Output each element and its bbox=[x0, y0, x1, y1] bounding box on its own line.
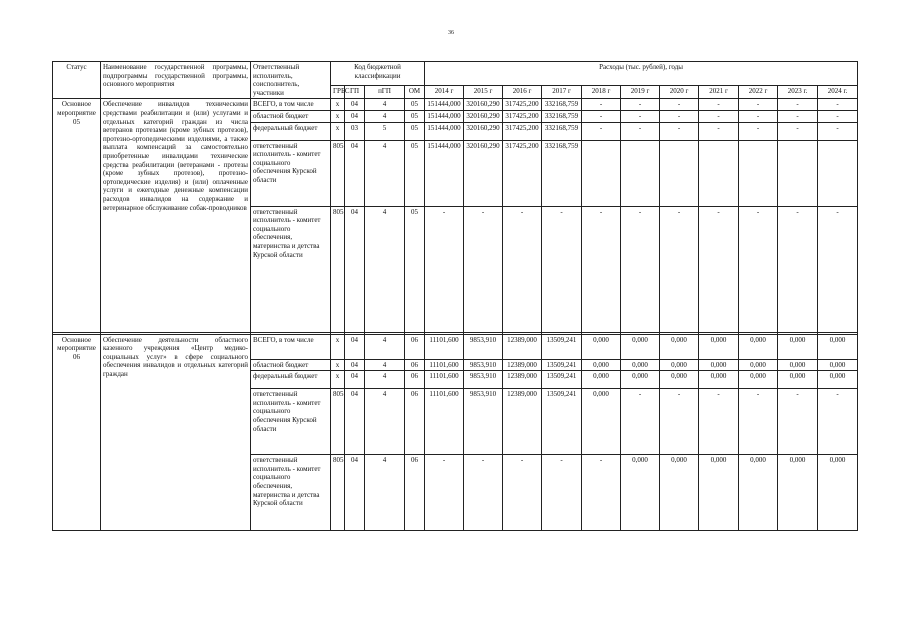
value-cell: - bbox=[778, 99, 818, 111]
code-col-header: ГП bbox=[345, 85, 365, 99]
value-cell: - bbox=[582, 110, 621, 122]
year-header: 2018 г bbox=[582, 85, 621, 99]
value-cell: 317425,200 bbox=[503, 140, 542, 206]
value-cell: 0,000 bbox=[582, 359, 621, 371]
value-cell: 0,000 bbox=[660, 359, 699, 371]
value-cell: - bbox=[503, 206, 542, 332]
value-cell: 4 bbox=[365, 140, 405, 206]
value-cell: - bbox=[621, 99, 660, 111]
value-cell: - bbox=[621, 206, 660, 332]
value-cell: 805 bbox=[331, 140, 345, 206]
value-cell: - bbox=[503, 455, 542, 531]
value-cell: 11101,600 bbox=[425, 389, 464, 455]
value-cell: 0,000 bbox=[621, 334, 660, 359]
responsible-cell: ответственный исполнитель - комитет социального обеспечения Курской области bbox=[251, 140, 331, 206]
year-header: 2021 г bbox=[699, 85, 739, 99]
value-cell bbox=[778, 140, 818, 206]
value-cell: 05 bbox=[405, 122, 425, 140]
value-cell: 5 bbox=[365, 122, 405, 140]
status-cell: Основное мероприятие 06 bbox=[53, 334, 101, 531]
value-cell: 0,000 bbox=[818, 334, 858, 359]
value-cell: 805 bbox=[331, 455, 345, 531]
value-cell: x bbox=[331, 99, 345, 111]
value-cell: 13509,241 bbox=[542, 371, 582, 389]
year-header: 2016 г bbox=[503, 85, 542, 99]
value-cell: 03 bbox=[345, 122, 365, 140]
responsible-cell: ВСЕГО, в том числе bbox=[251, 334, 331, 359]
value-cell: 0,000 bbox=[699, 455, 739, 531]
value-cell: 332168,759 bbox=[542, 140, 582, 206]
value-cell: 0,000 bbox=[582, 334, 621, 359]
value-cell: - bbox=[542, 206, 582, 332]
value-cell: 0,000 bbox=[739, 371, 778, 389]
value-cell: 0,000 bbox=[739, 359, 778, 371]
value-cell: 4 bbox=[365, 389, 405, 455]
value-cell: 0,000 bbox=[582, 389, 621, 455]
value-cell: 04 bbox=[345, 334, 365, 359]
value-cell: - bbox=[699, 122, 739, 140]
value-cell bbox=[699, 140, 739, 206]
value-cell: 0,000 bbox=[778, 371, 818, 389]
value-cell: 332168,759 bbox=[542, 99, 582, 111]
value-cell: 151444,000 bbox=[425, 110, 464, 122]
value-cell: - bbox=[699, 110, 739, 122]
year-header: 2020 г bbox=[660, 85, 699, 99]
value-cell: 0,000 bbox=[621, 455, 660, 531]
value-cell: 12389,000 bbox=[503, 389, 542, 455]
value-cell: - bbox=[818, 122, 858, 140]
value-cell: - bbox=[699, 206, 739, 332]
value-cell: - bbox=[739, 206, 778, 332]
value-cell: 4 bbox=[365, 371, 405, 389]
value-cell: 04 bbox=[345, 389, 365, 455]
value-cell: 05 bbox=[405, 206, 425, 332]
value-cell: 04 bbox=[345, 455, 365, 531]
value-cell: 4 bbox=[365, 334, 405, 359]
value-cell: 4 bbox=[365, 359, 405, 371]
value-cell: - bbox=[582, 206, 621, 332]
value-cell: - bbox=[818, 99, 858, 111]
value-cell: 12389,000 bbox=[503, 359, 542, 371]
value-cell: 04 bbox=[345, 371, 365, 389]
value-cell: 0,000 bbox=[818, 371, 858, 389]
value-cell: 11101,600 bbox=[425, 359, 464, 371]
value-cell: x bbox=[331, 110, 345, 122]
value-cell: - bbox=[818, 206, 858, 332]
value-cell: 05 bbox=[405, 110, 425, 122]
value-cell: - bbox=[778, 206, 818, 332]
year-header: 2017 г bbox=[542, 85, 582, 99]
value-cell: 0,000 bbox=[660, 455, 699, 531]
measure-name-cell: Обеспечение инвалидов техническими средствами реабилитации и (или) услугами и отдельных категорий граждан из числа ветеранов протезами (кроме зубных протезов), протезно-ортопедическими изделиями, а также выплата компенсаций за самостоятельно приобретенные инвалидами технические средства реабилитации (ветеранами - протезы (кроме зубных протезов), протезно-ортопедические изделия) и (или) оплаченные услуги и ежегодные денежные компенсации расходов инвалидов на содержание и ветеринарное обслуживание собак-проводников bbox=[101, 99, 251, 332]
responsible-cell: ответственный исполнитель - комитет социального обеспечения, материнства и детства Курской области bbox=[251, 455, 331, 531]
value-cell: 0,000 bbox=[818, 359, 858, 371]
page-number: 36 bbox=[448, 30, 454, 36]
value-cell: 4 bbox=[365, 99, 405, 111]
value-cell: 317425,200 bbox=[503, 122, 542, 140]
value-cell: 12389,000 bbox=[503, 334, 542, 359]
responsible-cell: ответственный исполнитель - комитет социального обеспечения, материнства и детства Курской области bbox=[251, 206, 331, 332]
value-cell: - bbox=[739, 389, 778, 455]
value-cell: 04 bbox=[345, 110, 365, 122]
value-cell bbox=[818, 140, 858, 206]
value-cell: 05 bbox=[405, 140, 425, 206]
value-cell: 11101,600 bbox=[425, 371, 464, 389]
value-cell: - bbox=[660, 206, 699, 332]
value-cell: 04 bbox=[345, 359, 365, 371]
value-cell: - bbox=[425, 206, 464, 332]
value-cell: 151444,000 bbox=[425, 99, 464, 111]
value-cell: 0,000 bbox=[739, 455, 778, 531]
status-cell: Основное мероприятие 05 bbox=[53, 99, 101, 332]
budget-code-header: Код бюджетной классификации bbox=[331, 62, 425, 86]
measure-name-cell: Обеспечение деятельности областного казенного учреждения «Центр медико-социальных услуг» в сфере социального обеспечения инвалидов и отдельных категорий граждан bbox=[101, 334, 251, 531]
value-cell: 04 bbox=[345, 99, 365, 111]
value-cell: - bbox=[660, 99, 699, 111]
value-cell: 06 bbox=[405, 455, 425, 531]
budget-table bbox=[52, 61, 858, 531]
value-cell: 13509,241 bbox=[542, 389, 582, 455]
value-cell: 06 bbox=[405, 334, 425, 359]
value-cell: - bbox=[660, 389, 699, 455]
code-col-header: ОМ bbox=[405, 85, 425, 99]
value-cell: 317425,200 bbox=[503, 99, 542, 111]
value-cell: - bbox=[464, 206, 503, 332]
value-cell: 332168,759 bbox=[542, 110, 582, 122]
value-cell: - bbox=[464, 455, 503, 531]
value-cell: - bbox=[621, 389, 660, 455]
code-col-header: ГРБС bbox=[331, 85, 345, 99]
table-row bbox=[53, 99, 858, 111]
value-cell: - bbox=[542, 455, 582, 531]
value-cell: 0,000 bbox=[621, 359, 660, 371]
value-cell: 0,000 bbox=[699, 371, 739, 389]
value-cell: - bbox=[660, 122, 699, 140]
value-cell: x bbox=[331, 122, 345, 140]
value-cell: - bbox=[778, 389, 818, 455]
value-cell: - bbox=[778, 110, 818, 122]
value-cell: 805 bbox=[331, 389, 345, 455]
year-header: 2019 г bbox=[621, 85, 660, 99]
value-cell: 0,000 bbox=[699, 334, 739, 359]
value-cell: 9853,910 bbox=[464, 371, 503, 389]
responsible-header: Ответственный исполнитель, соисполнитель, участники bbox=[251, 62, 331, 99]
responsible-cell: областной бюджет bbox=[251, 110, 331, 122]
year-header: 2022 г bbox=[739, 85, 778, 99]
value-cell: 151444,000 bbox=[425, 122, 464, 140]
value-cell: 06 bbox=[405, 371, 425, 389]
responsible-cell: федеральный бюджет bbox=[251, 122, 331, 140]
value-cell: - bbox=[582, 122, 621, 140]
value-cell: - bbox=[699, 99, 739, 111]
value-cell: 05 bbox=[405, 99, 425, 111]
value-cell: 0,000 bbox=[818, 455, 858, 531]
value-cell: 0,000 bbox=[699, 359, 739, 371]
value-cell: - bbox=[778, 122, 818, 140]
code-col-header: пГП bbox=[365, 85, 405, 99]
name-header: Наименование государственной программы, подпрограммы государственной программы, основного мероприятия bbox=[101, 62, 251, 99]
header-row-1 bbox=[53, 62, 858, 86]
value-cell: 13509,241 bbox=[542, 359, 582, 371]
responsible-cell: федеральный бюджет bbox=[251, 371, 331, 389]
responsible-cell: ответственный исполнитель - комитет социального обеспечения Курской области bbox=[251, 389, 331, 455]
value-cell: 0,000 bbox=[621, 371, 660, 389]
value-cell: - bbox=[621, 110, 660, 122]
value-cell: 320160,290 bbox=[464, 122, 503, 140]
value-cell: 0,000 bbox=[660, 334, 699, 359]
value-cell: - bbox=[739, 122, 778, 140]
value-cell: x bbox=[331, 371, 345, 389]
value-cell: 0,000 bbox=[660, 371, 699, 389]
value-cell: 9853,910 bbox=[464, 389, 503, 455]
value-cell: 4 bbox=[365, 110, 405, 122]
value-cell: - bbox=[739, 99, 778, 111]
value-cell: 0,000 bbox=[778, 455, 818, 531]
value-cell bbox=[621, 140, 660, 206]
responsible-cell: областной бюджет bbox=[251, 359, 331, 371]
value-cell: 4 bbox=[365, 455, 405, 531]
value-cell: 06 bbox=[405, 389, 425, 455]
value-cell: 151444,000 bbox=[425, 140, 464, 206]
value-cell: 0,000 bbox=[778, 359, 818, 371]
value-cell: 12389,000 bbox=[503, 371, 542, 389]
value-cell: 805 bbox=[331, 206, 345, 332]
value-cell: 9853,910 bbox=[464, 334, 503, 359]
value-cell: 13509,241 bbox=[542, 334, 582, 359]
value-cell: 04 bbox=[345, 140, 365, 206]
value-cell: 04 bbox=[345, 206, 365, 332]
value-cell: 9853,910 bbox=[464, 359, 503, 371]
value-cell: 0,000 bbox=[778, 334, 818, 359]
status-header: Статус bbox=[53, 62, 101, 99]
value-cell: - bbox=[818, 389, 858, 455]
value-cell: - bbox=[582, 99, 621, 111]
value-cell: - bbox=[699, 389, 739, 455]
value-cell: 332168,759 bbox=[542, 122, 582, 140]
value-cell: - bbox=[425, 455, 464, 531]
year-header: 2014 г bbox=[425, 85, 464, 99]
value-cell: - bbox=[818, 110, 858, 122]
value-cell: 11101,600 bbox=[425, 334, 464, 359]
responsible-cell: ВСЕГО, в том числе bbox=[251, 99, 331, 111]
value-cell bbox=[660, 140, 699, 206]
value-cell: 320160,290 bbox=[464, 140, 503, 206]
value-cell: - bbox=[739, 110, 778, 122]
year-header: 2023 г. bbox=[778, 85, 818, 99]
value-cell: - bbox=[660, 110, 699, 122]
expenses-header: Расходы (тыс. рублей), годы bbox=[425, 62, 858, 86]
value-cell: x bbox=[331, 359, 345, 371]
value-cell bbox=[582, 140, 621, 206]
value-cell: 320160,290 bbox=[464, 110, 503, 122]
value-cell: 0,000 bbox=[739, 334, 778, 359]
value-cell: 320160,290 bbox=[464, 99, 503, 111]
value-cell: 06 bbox=[405, 359, 425, 371]
year-header: 2024 г. bbox=[818, 85, 858, 99]
value-cell: - bbox=[582, 455, 621, 531]
value-cell: - bbox=[621, 122, 660, 140]
value-cell: 0,000 bbox=[582, 371, 621, 389]
value-cell: x bbox=[331, 334, 345, 359]
value-cell: 4 bbox=[365, 206, 405, 332]
value-cell bbox=[739, 140, 778, 206]
value-cell: 317425,200 bbox=[503, 110, 542, 122]
year-header: 2015 г bbox=[464, 85, 503, 99]
table-row bbox=[53, 334, 858, 359]
